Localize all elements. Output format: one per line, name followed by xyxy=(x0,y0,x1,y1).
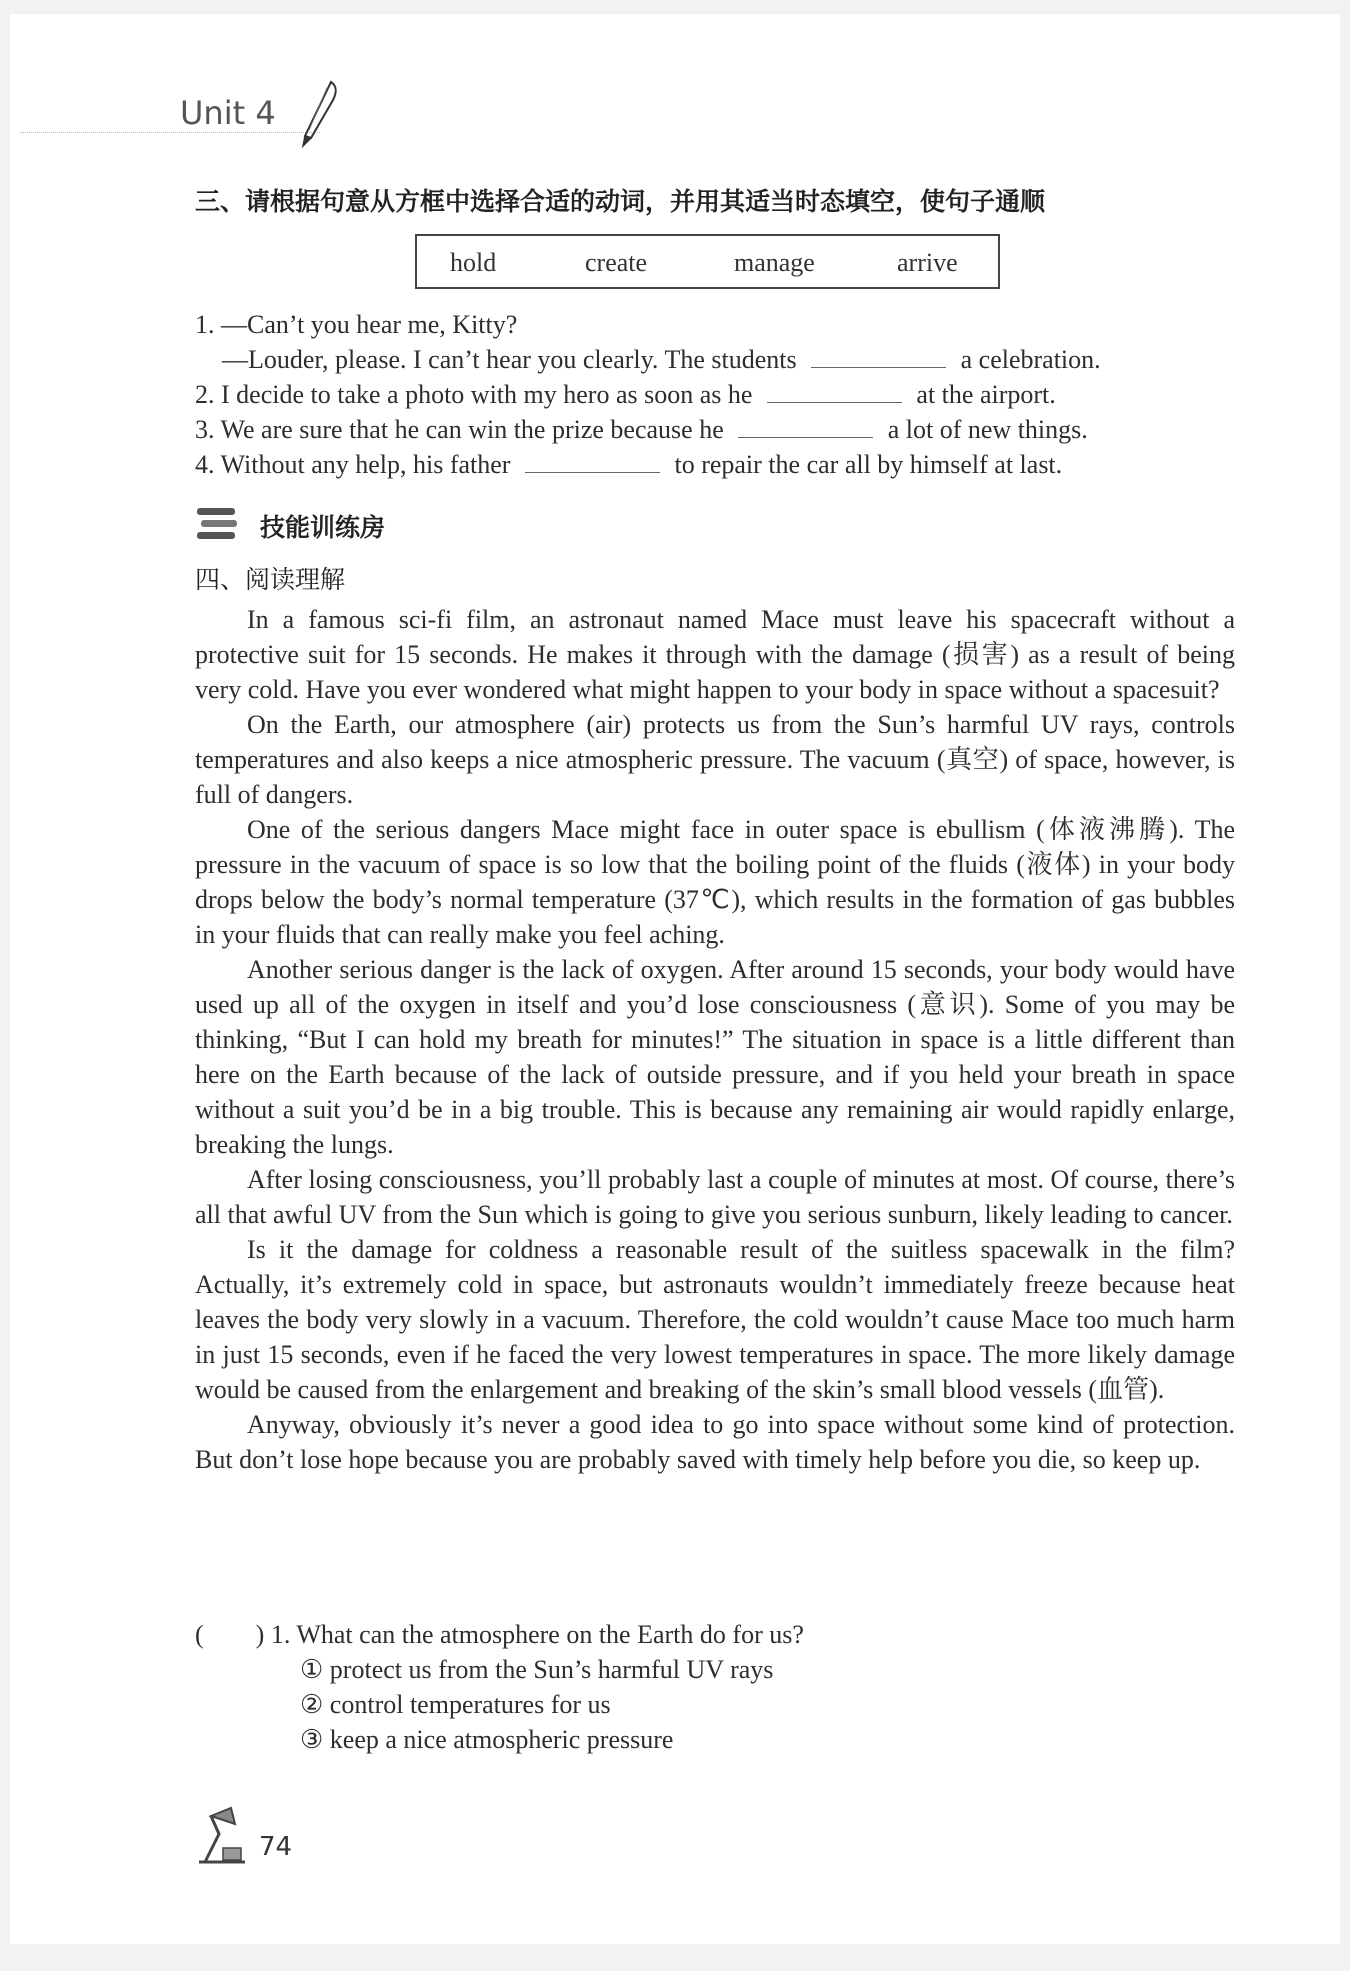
passage-paragraph: In a famous sci-fi film, an astronaut named Mace must leave his spacecraft without a protective suit for 15 seconds. He makes it through with the damage (损害) as a result of being very cold. Have you ever wondered what might happen to your body in space without a spacesuit? xyxy=(195,605,1235,704)
question-4-suffix: to repair the car all by himself at last. xyxy=(674,450,1063,479)
answer-blank-2[interactable] xyxy=(767,380,902,403)
word-manage: manage xyxy=(734,248,815,277)
reading-passage xyxy=(195,602,1235,1477)
word-box xyxy=(415,234,1000,289)
page-number: 74 xyxy=(259,1832,293,1862)
passage-paragraph: Another serious danger is the lack of oxygen. After around 15 seconds, your body would have used up all of the oxygen in itself and you’d lose consciousness (意识). Some of you may be thinking, “But I can hold my breath for minutes!” The situation in space is a little different than here on the Earth because of the lack of outside pressure, and if you held your breath in space without a suit you’d be in a big trouble. This is because any remaining air would rapidly enlarge, breaking the lungs. xyxy=(195,955,1235,1159)
option-1: ① protect us from the Sun’s harmful UV rays xyxy=(300,1655,774,1684)
passage-paragraph: One of the serious dangers Mace might face in outer space is ebullism (体液沸腾). The pressure in the vacuum of space is so low that the boiling point of the fluids (液体) in your body drops below the body’s normal temperature (37℃), which results in the formation of gas bubbles in your fluids that can really make you feel aching. xyxy=(195,815,1235,949)
answer-blank-3[interactable] xyxy=(738,415,873,438)
question-3-prefix: 3. We are sure that he can win the prize because he xyxy=(195,415,724,444)
question-1b xyxy=(222,345,1101,375)
pen-icon xyxy=(293,80,343,150)
workbook-page xyxy=(10,14,1340,1944)
answer-blank-1[interactable] xyxy=(811,345,946,368)
header-divider xyxy=(20,132,320,133)
passage-paragraph: On the Earth, our atmosphere (air) protects us from the Sun’s harmful UV rays, controls temperatures and also keeps a nice atmospheric pressure. The vacuum (真空) of space, however, is full of dangers. xyxy=(195,710,1235,809)
section4-title: 四、阅读理解 xyxy=(195,565,346,594)
skills-title: 技能训练房 xyxy=(260,513,386,542)
question-3 xyxy=(195,415,1088,445)
word-create: create xyxy=(585,248,648,277)
question-3-suffix: a lot of new things. xyxy=(887,415,1088,444)
question-1b-prefix: —Louder, please. I can’t hear you clearly. The students xyxy=(222,345,797,374)
option-3: ③ keep a nice atmospheric pressure xyxy=(300,1725,674,1754)
question-4 xyxy=(195,450,1062,480)
question-1-reading: ( ) 1. What can the atmosphere on the Earth do for us? xyxy=(195,1620,804,1649)
question-2-prefix: 2. I decide to take a photo with my hero as soon as he xyxy=(195,380,753,409)
section3-title: 三、请根据句意从方框中选择合适的动词，并用其适当时态填空，使句子通顺 xyxy=(195,187,1046,216)
books-icon xyxy=(195,504,240,544)
word-hold: hold xyxy=(450,248,497,277)
question-1b-suffix: a celebration. xyxy=(960,345,1101,374)
passage-paragraph: After losing consciousness, you’ll probably last a couple of minutes at most. Of course, there’s all that awful UV from the Sun which is going to give you serious sunburn, likely leading to cancer. xyxy=(195,1165,1235,1229)
desk-lamp-icon xyxy=(193,1804,253,1866)
unit-title: Unit 4 xyxy=(180,94,276,132)
option-2: ② control temperatures for us xyxy=(300,1690,611,1719)
question-2 xyxy=(195,380,1056,410)
passage-paragraph: Anyway, obviously it’s never a good idea to go into space without some kind of protection. But don’t lose hope because you are probably saved with timely help before you die, so keep up. xyxy=(195,1410,1235,1474)
answer-blank-4[interactable] xyxy=(525,450,660,473)
question-1a: 1. —Can’t you hear me, Kitty? xyxy=(195,310,518,339)
question-4-prefix: 4. Without any help, his father xyxy=(195,450,511,479)
word-arrive: arrive xyxy=(897,248,958,277)
passage-paragraph: Is it the damage for coldness a reasonable result of the suitless spacewalk in the film? Actually, it’s extremely cold in space, but astronauts wouldn’t immediately freeze because heat leaves the body very slowly in a vacuum. Therefore, the cold wouldn’t cause Mace too much harm in just 15 seconds, even if he faced the very lowest temperatures in space. The more likely damage would be caused from the enlargement and breaking of the skin’s small blood vessels (血管). xyxy=(195,1235,1235,1404)
question-2-suffix: at the airport. xyxy=(916,380,1056,409)
